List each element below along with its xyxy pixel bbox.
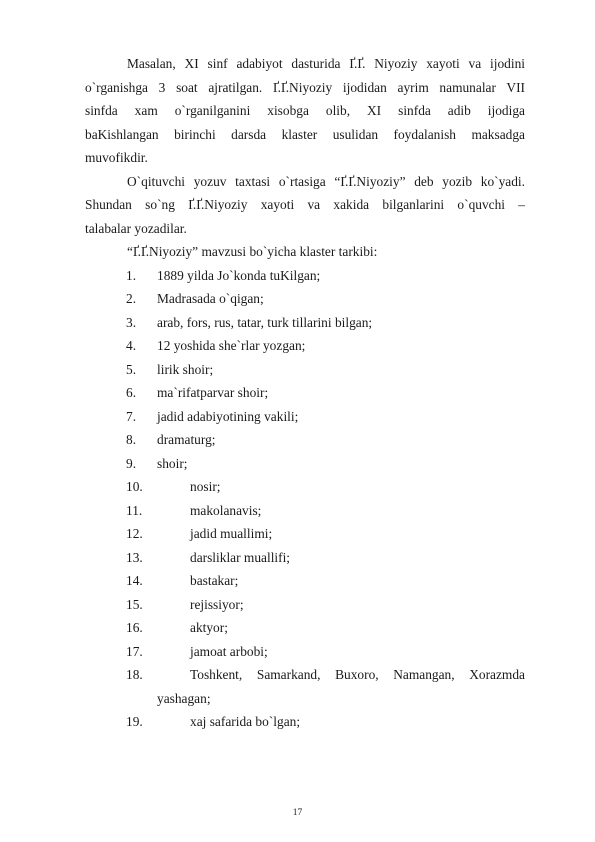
list-item [85, 381, 525, 405]
list-item-number: 2. [126, 291, 137, 306]
list-item-text: arab, fors, rus, tatar, turk tillarini bilgan; [157, 314, 373, 330]
list-item-number: 8. [126, 432, 137, 447]
paragraph-2-line-3: talabalar yozadilar. [85, 220, 187, 236]
list-item-number: 17. [126, 643, 143, 659]
list-item-text: jamoat arbobi; [190, 643, 268, 659]
paragraph-1-line-5: muvofikdir. [85, 150, 148, 165]
document-body [85, 52, 525, 734]
list-item-text: darsliklar muallifi; [190, 549, 291, 565]
list-item [85, 287, 525, 311]
list-item-number: 4. [126, 338, 137, 353]
list-item-continuation: yashagan; [157, 690, 211, 706]
list-item-number: 18. [126, 667, 143, 682]
paragraph-1-line-1: Masalan, XI sinf adabiyot dasturida Ґ.Ґ. Niyoziy xayoti va ijodini [127, 56, 525, 71]
list-item [85, 475, 525, 499]
list-item-number: 11. [126, 502, 143, 518]
list-item-text: xaj safarida bo`lgan; [190, 714, 301, 729]
list-item-text: shoir; [157, 455, 188, 471]
list-item-number: 1. [126, 267, 137, 283]
list-item [85, 546, 525, 570]
list-item-number: 6. [126, 385, 137, 400]
list-item-text: rejissiyor; [190, 596, 244, 612]
list-item-text: dramaturg; [157, 432, 216, 447]
list-item-number: 19. [126, 714, 143, 729]
list-item-text: jadid adabiyotining vakili; [157, 408, 299, 424]
list-item [85, 334, 525, 358]
list-item [85, 358, 525, 382]
list-item-number: 14. [126, 573, 143, 588]
list-item [85, 311, 525, 335]
cluster-list [85, 264, 525, 734]
list-item [85, 663, 525, 710]
paragraph-2-line-2: Shundan so`ng Ґ.Ґ.Niyoziy xayoti va xakida bilganlarini o`quvchi – [85, 197, 525, 212]
list-item [85, 499, 525, 523]
list-item-number: 15. [126, 596, 143, 612]
list-item-text: nosir; [190, 479, 221, 494]
list-item [85, 522, 525, 546]
list-item-number: 3. [126, 314, 137, 330]
list-item [85, 640, 525, 664]
list-item-number: 12. [126, 526, 143, 541]
paragraph-1-line-2: o`rganishga 3 soat ajratilgan. Ґ.Ґ.Niyoziy ijodidan ayrim namunalar VII [85, 79, 525, 95]
list-item-number: 9. [126, 455, 137, 471]
list-item [85, 264, 525, 288]
paragraph-2-line-1: O`qituvchi yozuv taxtasi o`rtasiga “Ґ.Ґ.Niyoziy” deb yozib ko`yadi. [127, 173, 525, 189]
list-item [85, 569, 525, 593]
list-item-text: 12 yoshida she`rlar yozgan; [157, 338, 306, 353]
list-item-text: Madrasada o`qigan; [157, 291, 264, 306]
list-item-number: 16. [126, 620, 143, 635]
list-item [85, 593, 525, 617]
list-item-text: makolanavis; [190, 502, 262, 518]
list-item-text: 1889 yilda Jo`konda tuKilgan; [157, 267, 321, 283]
list-item [85, 616, 525, 640]
list-item-text: jadid muallimi; [190, 526, 273, 541]
list-item-number: 5. [126, 361, 137, 377]
list-item [85, 428, 525, 452]
list-item-number: 7. [126, 408, 137, 424]
page-number: 17 [292, 808, 303, 818]
list-item-text: ma`rifatparvar shoir; [157, 385, 269, 400]
list-heading: “Ґ.Ґ.Niyoziy” mavzusi bo`yicha klaster tarkibi: [127, 244, 378, 259]
list-item [85, 452, 525, 476]
list-item [85, 710, 525, 734]
list-item-text: Toshkent, Samarkand, Buxoro, Namangan, Xorazmda [190, 667, 525, 682]
list-item-text: aktyor; [190, 620, 228, 635]
paragraph-1-line-3: sinfda xam o`rganilganini xisobga olib, XI sinfda adib ijodiga [85, 103, 525, 118]
list-item-number: 10. [126, 479, 143, 494]
paragraph-1-line-4: baKishlangan birinchi darsda klaster usulidan foydalanish maksadga [85, 126, 525, 142]
list-item-number: 13. [126, 549, 143, 565]
list-item-text: bastakar; [190, 573, 239, 588]
list-item [85, 405, 525, 429]
list-item-text: lirik shoir; [157, 361, 214, 377]
